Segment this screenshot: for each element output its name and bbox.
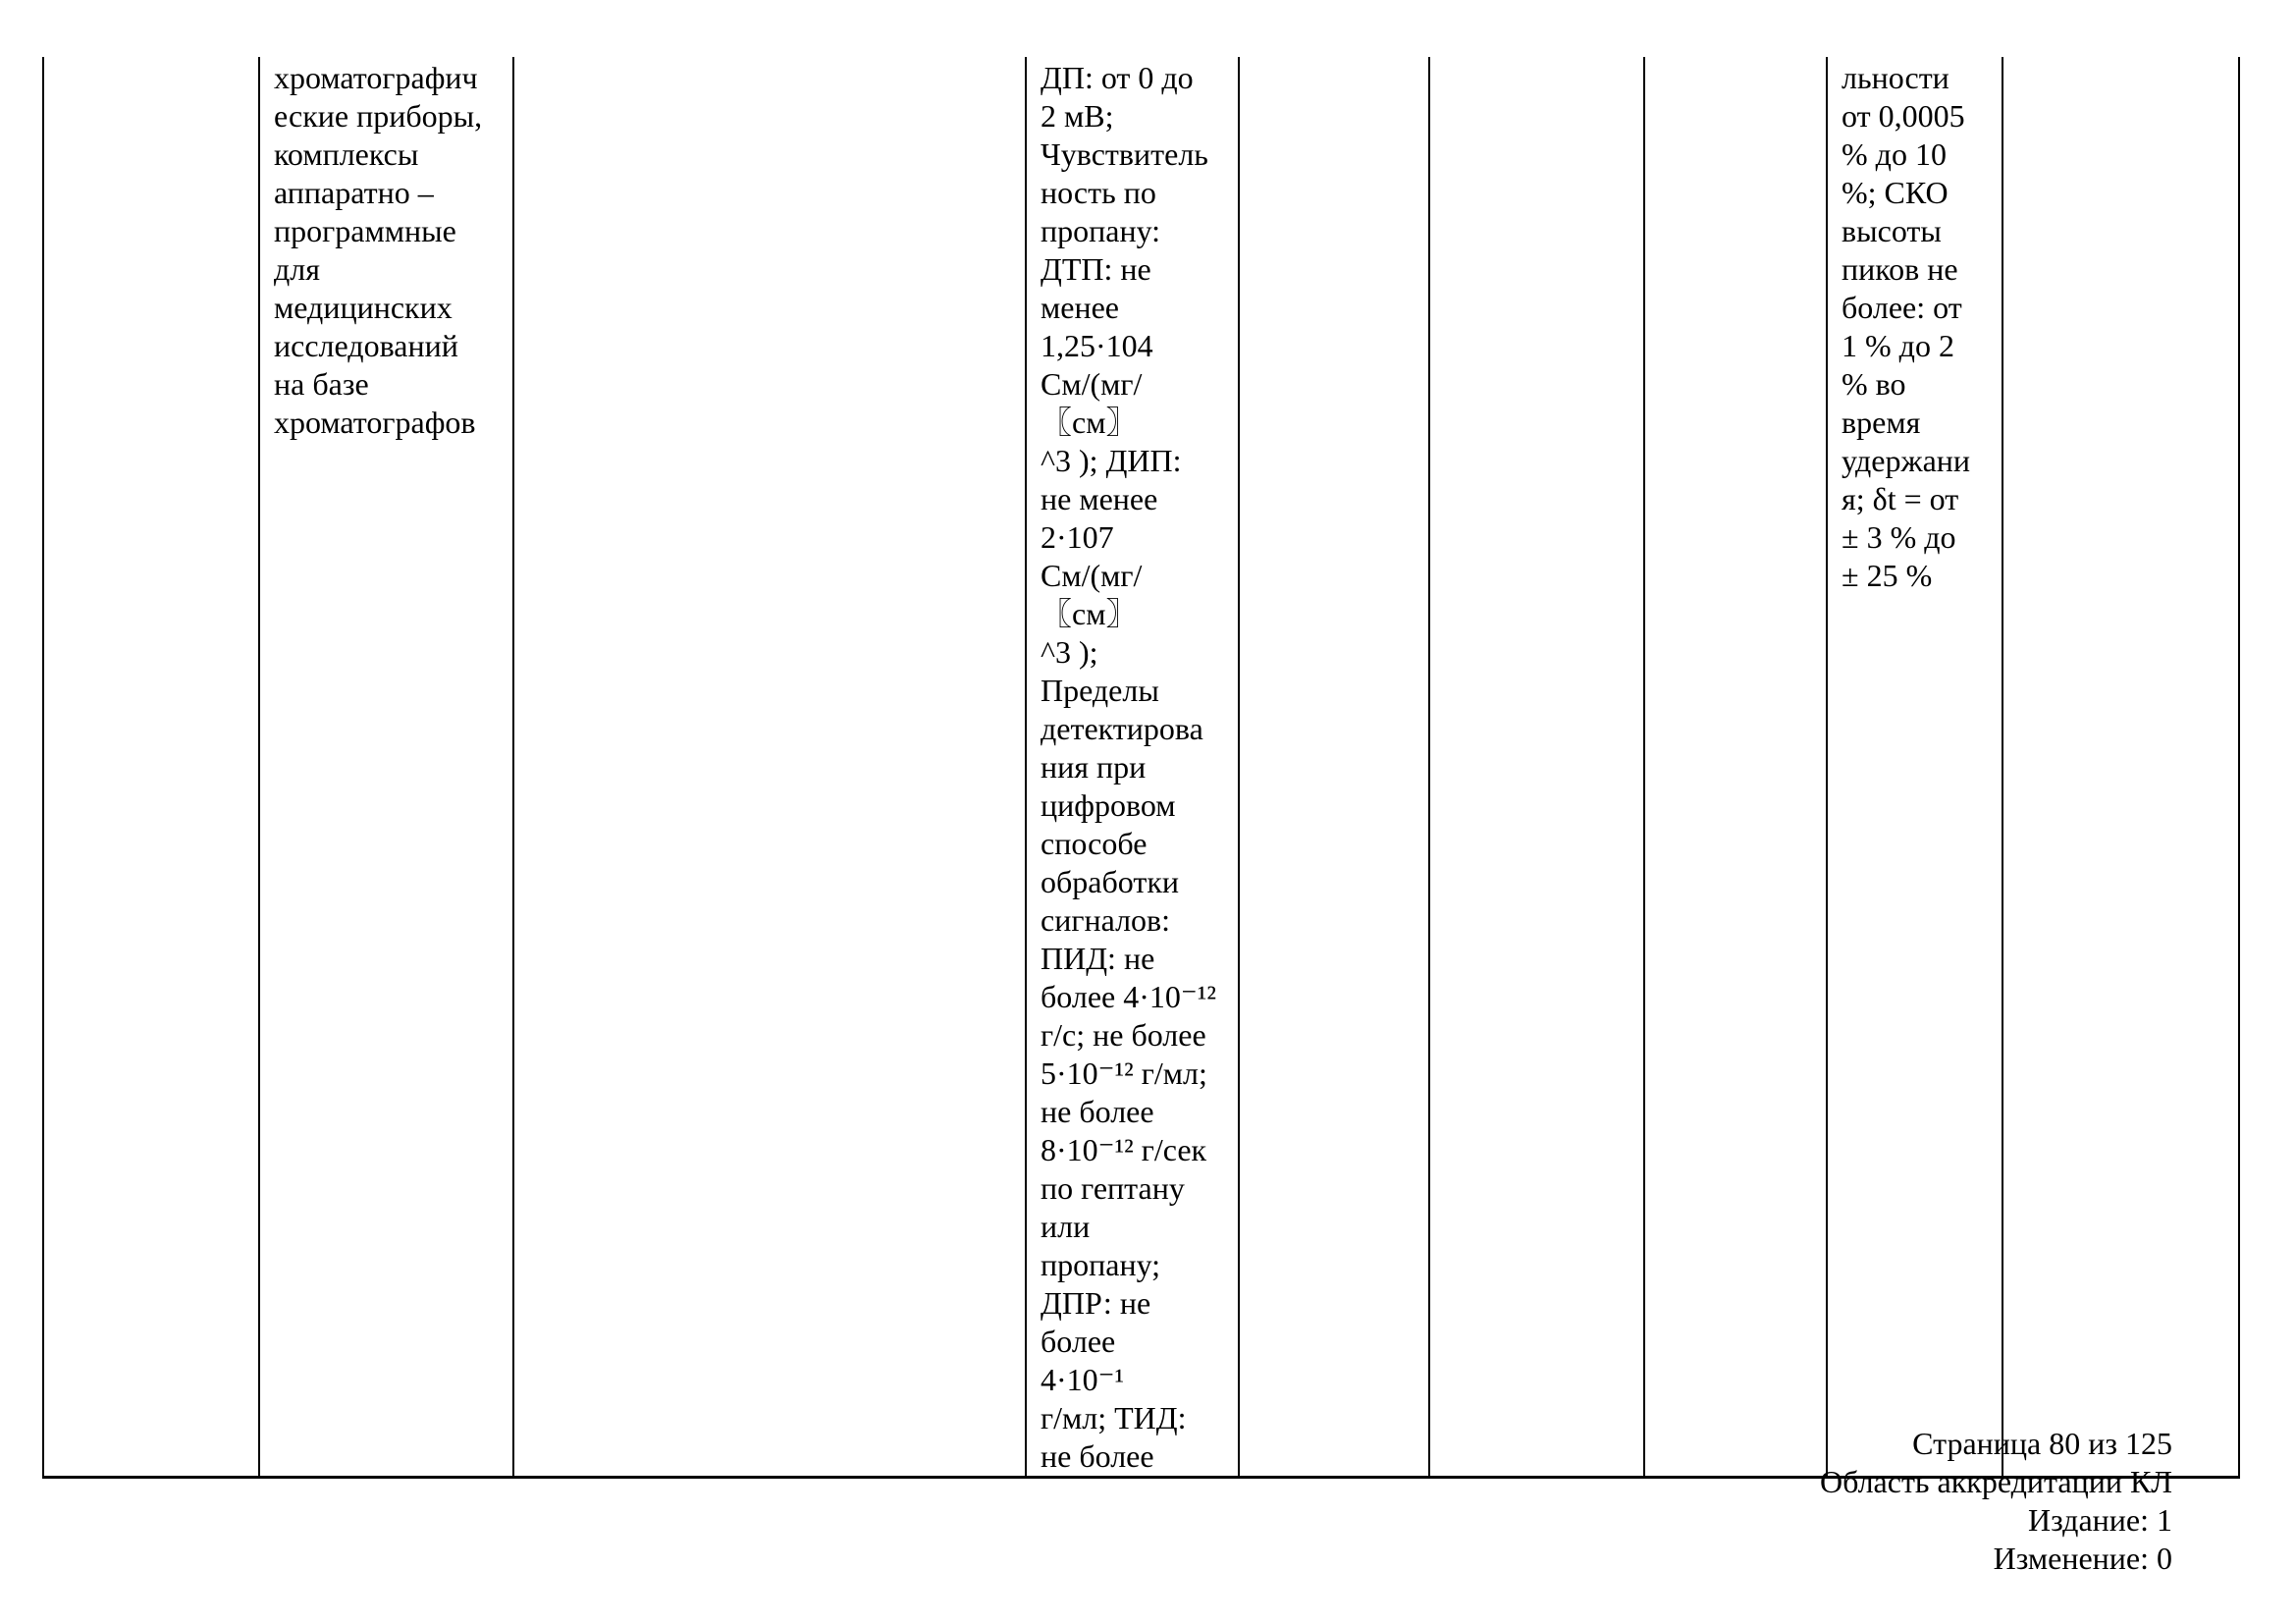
table-cell-col6 bbox=[1429, 57, 1644, 1478]
table-cell-col5 bbox=[1239, 57, 1429, 1478]
cell-text bbox=[514, 57, 1025, 59]
cell-text bbox=[2003, 57, 2238, 59]
table-cell-col1 bbox=[43, 57, 259, 1478]
page-number: Страница 80 из 125 bbox=[1912, 1426, 2172, 1461]
accuracy-characteristics: льности от 0,0005 % до 10 %; СКО высоты пиков не более: от 1 % до 2 % во время удержани я; δt = от ± 3 % до ± 25 % bbox=[1842, 60, 1971, 593]
cell-text bbox=[1430, 57, 1643, 59]
technical-characteristics: ДП: от 0 до 2 мВ; Чувствитель ность по пропану: ДТП: не менее 1,25·104 См/(мг/〖см〗 ^3 ); ДИП: не менее 2·107 См/(мг/〖см〗 ^3 ); Пределы детектирова ния при цифровом способе обработки сигналов: ПИД: не более 4·10⁻¹² г/с; не более 5·10⁻¹² г/мл; не более 8·10⁻¹² г/сек по гептану или пропану; ДПР: не более 4·10⁻¹ г/мл; ТИД: не более bbox=[1041, 60, 1216, 1474]
table-cell-col3 bbox=[513, 57, 1026, 1478]
change-number: Изменение: 0 bbox=[1993, 1541, 2172, 1576]
accreditation-table bbox=[42, 57, 2240, 1479]
table-cell-col4 bbox=[1026, 57, 1239, 1478]
table-cell-col2 bbox=[259, 57, 513, 1478]
table-row bbox=[43, 57, 2239, 1478]
edition-number: Издание: 1 bbox=[2028, 1502, 2172, 1538]
cell-text bbox=[1240, 57, 1428, 59]
cell-text bbox=[1645, 57, 1826, 59]
table-cell-col8 bbox=[1827, 57, 2002, 1478]
accreditation-scope: Область аккредитации КЛ bbox=[1819, 1464, 2172, 1499]
table-cell-col7 bbox=[1644, 57, 1827, 1478]
object-description: хроматографич еские приборы, комплексы аппаратно – программные для медицинских исследований на базе хроматографов bbox=[274, 60, 483, 440]
table-cell-col9 bbox=[2002, 57, 2239, 1478]
cell-text bbox=[44, 57, 258, 59]
page-footer bbox=[1820, 1425, 2172, 1578]
